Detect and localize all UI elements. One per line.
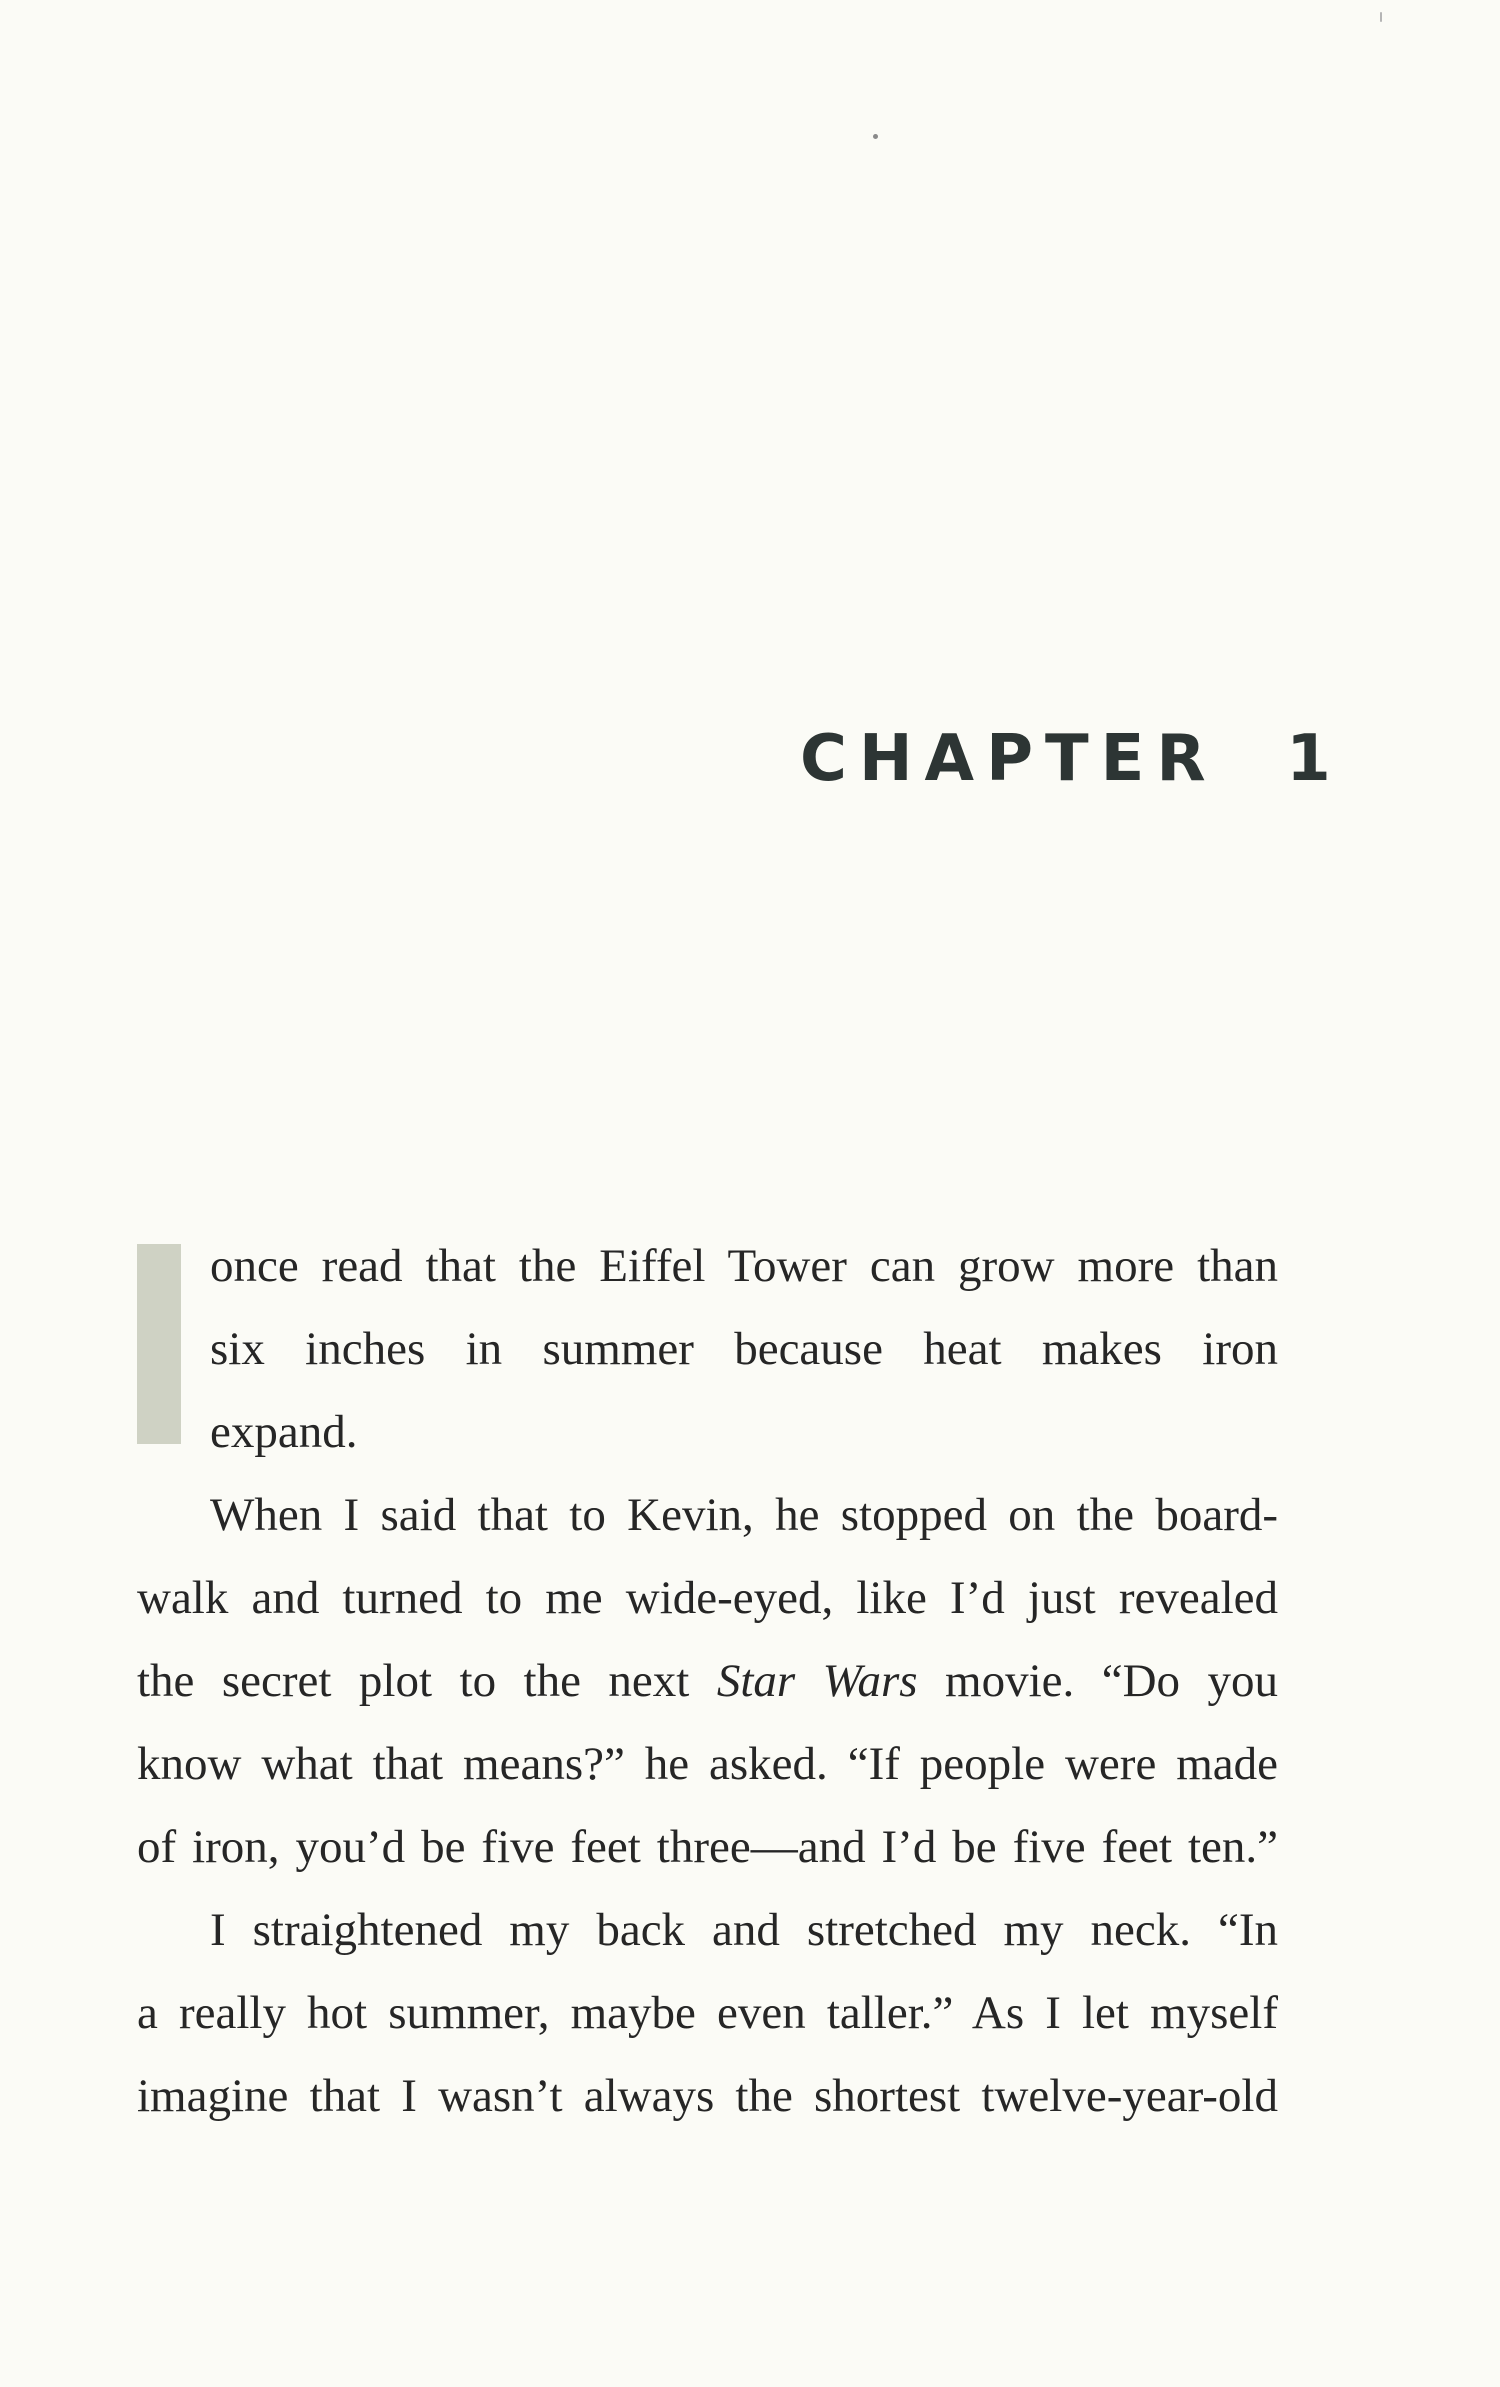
text-line: When I said that to Kevin, he stopped on the board-	[210, 1489, 1278, 1541]
scan-speck	[1380, 12, 1382, 22]
text-line: I straightened my back and stretched my neck. “In	[210, 1904, 1278, 1956]
text-line: of iron, you’d be five feet three—and I’d be five feet ten.”	[137, 1821, 1278, 1873]
text-line: walk and turned to me wide-eyed, like I’d just revealed	[137, 1572, 1278, 1624]
text-line: know what that means?” he asked. “If people were made	[137, 1738, 1278, 1790]
drop-cap-block	[137, 1244, 181, 1444]
text-line: expand.	[210, 1406, 358, 1458]
chapter-label: CHAPTER	[800, 722, 1218, 796]
text-line: six inches in summer because heat makes iron	[210, 1323, 1278, 1375]
scan-speck	[873, 134, 878, 139]
text-line: imagine that I wasn’t always the shortest twelve-year-old	[137, 2070, 1278, 2122]
text-line: a really hot summer, maybe even taller.” As I let myself	[137, 1987, 1278, 2039]
text-line: once read that the Eiffel Tower can grow more than	[210, 1240, 1278, 1292]
italic-title: Star Wars	[716, 1655, 918, 1707]
chapter-number: 1	[1286, 722, 1343, 796]
chapter-heading	[800, 722, 1343, 796]
text-line: the secret plot to the next Star Wars movie. “Do you	[137, 1655, 1278, 1707]
